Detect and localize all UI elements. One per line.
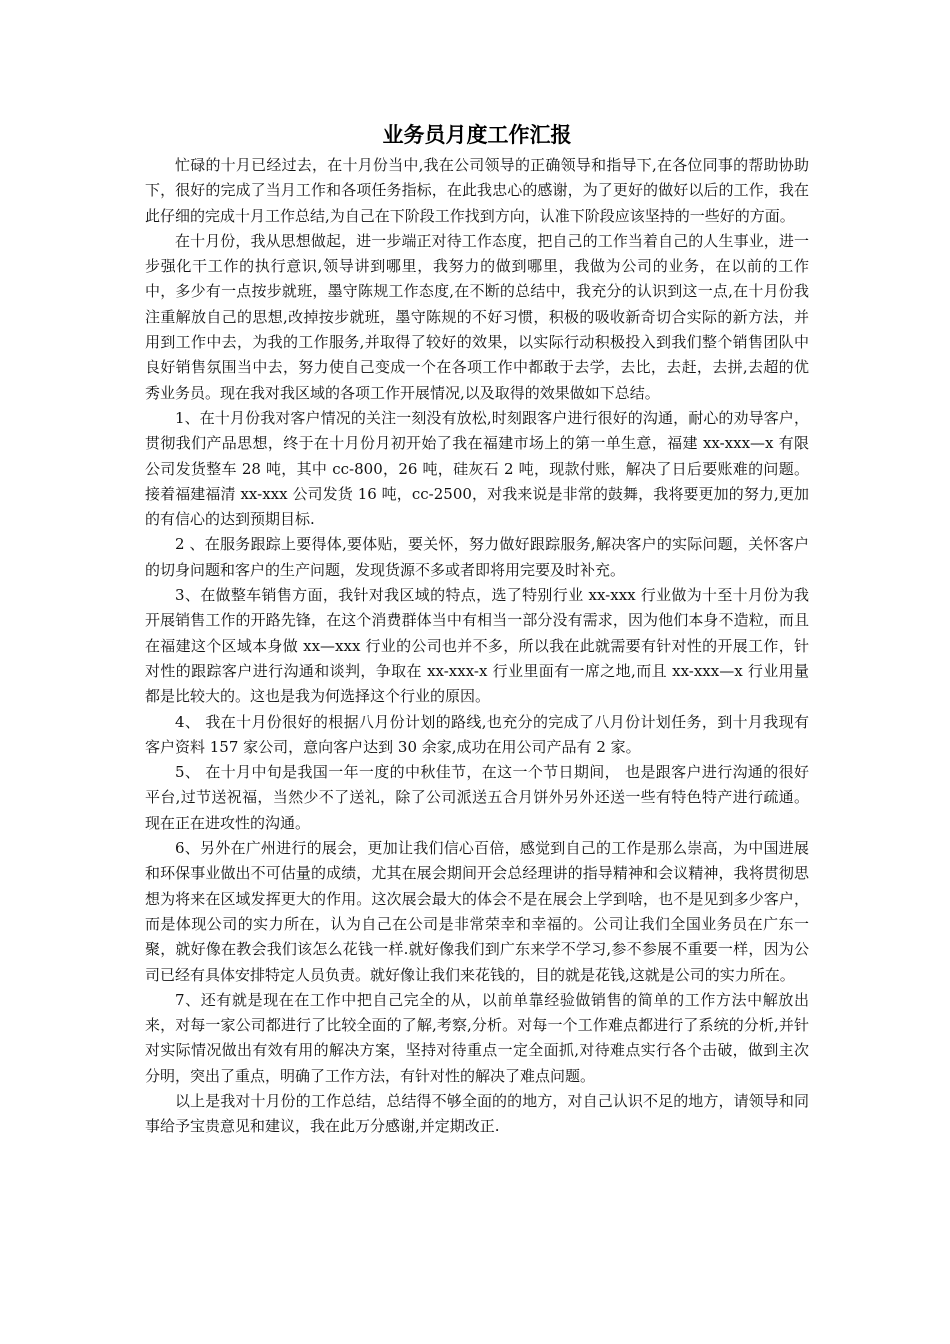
- paragraph-attitude: 在十月份，我从思想做起，进一步端正对待工作态度，把自己的工作当着自己的人生事业，进一步强化干工作的执行意识,领导讲到哪里，我努力的做到哪里，我做为公司的业务，在以前的工作中，多少有一点按步就班，墨守陈规工作态度,在不断的总结中，我充分的认识到这一点,在十月份我注重解放自己的思想,改掉按步就班，墨守陈规的不好习惯，积极的吸收新奇切合实际的新方法，并用到工作中去，为我的工作服务,并取得了较好的效果，以实际行动积极投入到我们整个销售团队中良好销售氛围当中去，努力使自己变成一个在各项工作中都敢于去学，去比，去赶，去拼,去超的优秀业务员。现在我对我区域的各项工作开展情况,以及取得的效果做如下总结。: [145, 231, 809, 402]
- paragraph-conclusion: 以上是我对十月份的工作总结，总结得不够全面的的地方，对自己认识不足的地方，请领导和同事给予宝贵意见和建议，我在此万分感谢,并定期改正.: [145, 1091, 809, 1136]
- paragraph-item-1: 1、在十月份我对客户情况的关注一刻没有放松,时刻跟客户进行很好的沟通，耐心的劝导客户，贯彻我们产品思想，终于在十月份月初开始了我在福建市场上的第一单生意，福建 xx-xxx—x 有限公司发货整车 28 吨，其中 cc-800，26 吨，硅灰石 2 吨，现款付账，解决了日后要账难的问题。接着福建福清 xx-xxx 公司发货 16 吨，cc-2500，对我来说是非常的鼓舞，我将要更加的努力,更加的有信心的达到预期目标.: [145, 408, 809, 529]
- paragraph-item-7: 7、还有就是现在在工作中把自己完全的从，以前单靠经验做销售的简单的工作方法中解放出来，对每一家公司都进行了比较全面的了解,考察,分析。对每一个工作难点都进行了系统的分析,并针对实际情况做出有效有用的解决方案，坚持对待重点一定全面抓,对待难点实行各个击破，做到主次分明，突出了重点，明确了工作方法，有针对性的解决了难点问题。: [145, 990, 809, 1085]
- paragraph-item-6: 6、另外在广州进行的展会，更加让我们信心百倍，感觉到自己的工作是那么崇高，为中国进展和环保事业做出不可估量的成绩，尤其在展会期间开会总经理讲的指导精神和会议精神，我将贯彻思想为将来在区域发挥更大的作用。这次展会最大的体会不是在展会上学到啥，也不是见到多少客户，而是体现公司的实力所在，认为自己在公司是非常荣幸和幸福的。公司让我们全国业务员在广东一聚，就好像在教会我们该怎么花钱一样.就好像我们到广东来学不学习,参不参展不重要一样，因为公司已经有具体安排特定人员负责。就好像让我们来花钱的，目的就是花钱,这就是公司的实力所在。: [145, 839, 809, 984]
- paragraph-item-5: 5、 在十月中旬是我国一年一度的中秋佳节，在这一个节日期间， 也是跟客户进行沟通的很好平台,过节送祝福，当然少不了送礼，除了公司派送五合月饼外另外还送一些有特色特产进行疏通。现在正在进攻性的沟通。: [145, 763, 809, 832]
- paragraph-intro: 忙碌的十月已经过去，在十月份当中,我在公司领导的正确领导和指导下,在各位同事的帮助协助下，很好的完成了当月工作和各项任务指标，在此我忠心的感谢，为了更好的做好以后的工作，我在此仔细的完成十月工作总结,为自己在下阶段工作找到方向，认准下阶段应该坚持的一些好的方面。: [145, 156, 809, 225]
- document-body: [145, 120, 809, 1140]
- paragraph-item-2: 2 、在服务跟踪上要得体,要体贴，要关怀，努力做好跟踪服务,解决客户的实际问题，关怀客户的切身问题和客户的生产问题，发现货源不多或者即将用完要及时补充。: [145, 535, 809, 579]
- paragraph-item-4: 4、 我在十月份很好的根据八月份计划的路线,也充分的完成了八月份计划任务，到十月我现有客户资料 157 家公司，意向客户达到 30 余家,成功在用公司产品有 2 家。: [145, 712, 809, 756]
- paragraph-item-3: 3、在做整车销售方面，我针对我区域的特点，选了特别行业 xx-xxx 行业做为十至十月份为我开展销售工作的开路先锋，在这个消费群体当中有相当一部分没有需求，因为他们本身不造粒，而且在福建这个区域本身做 xx—xxx 行业的公司也并不多，所以我在此就需要有针对性的开展工作，针对性的跟踪客户进行沟通和谈判，争取在 xx-xxx-x 行业里面有一席之地,而且 xx-xxx—x 行业用量都是比较大的。这也是我为何选择这个行业的原因。: [145, 586, 809, 706]
- document-title: 业务员月度工作汇报: [382, 123, 572, 147]
